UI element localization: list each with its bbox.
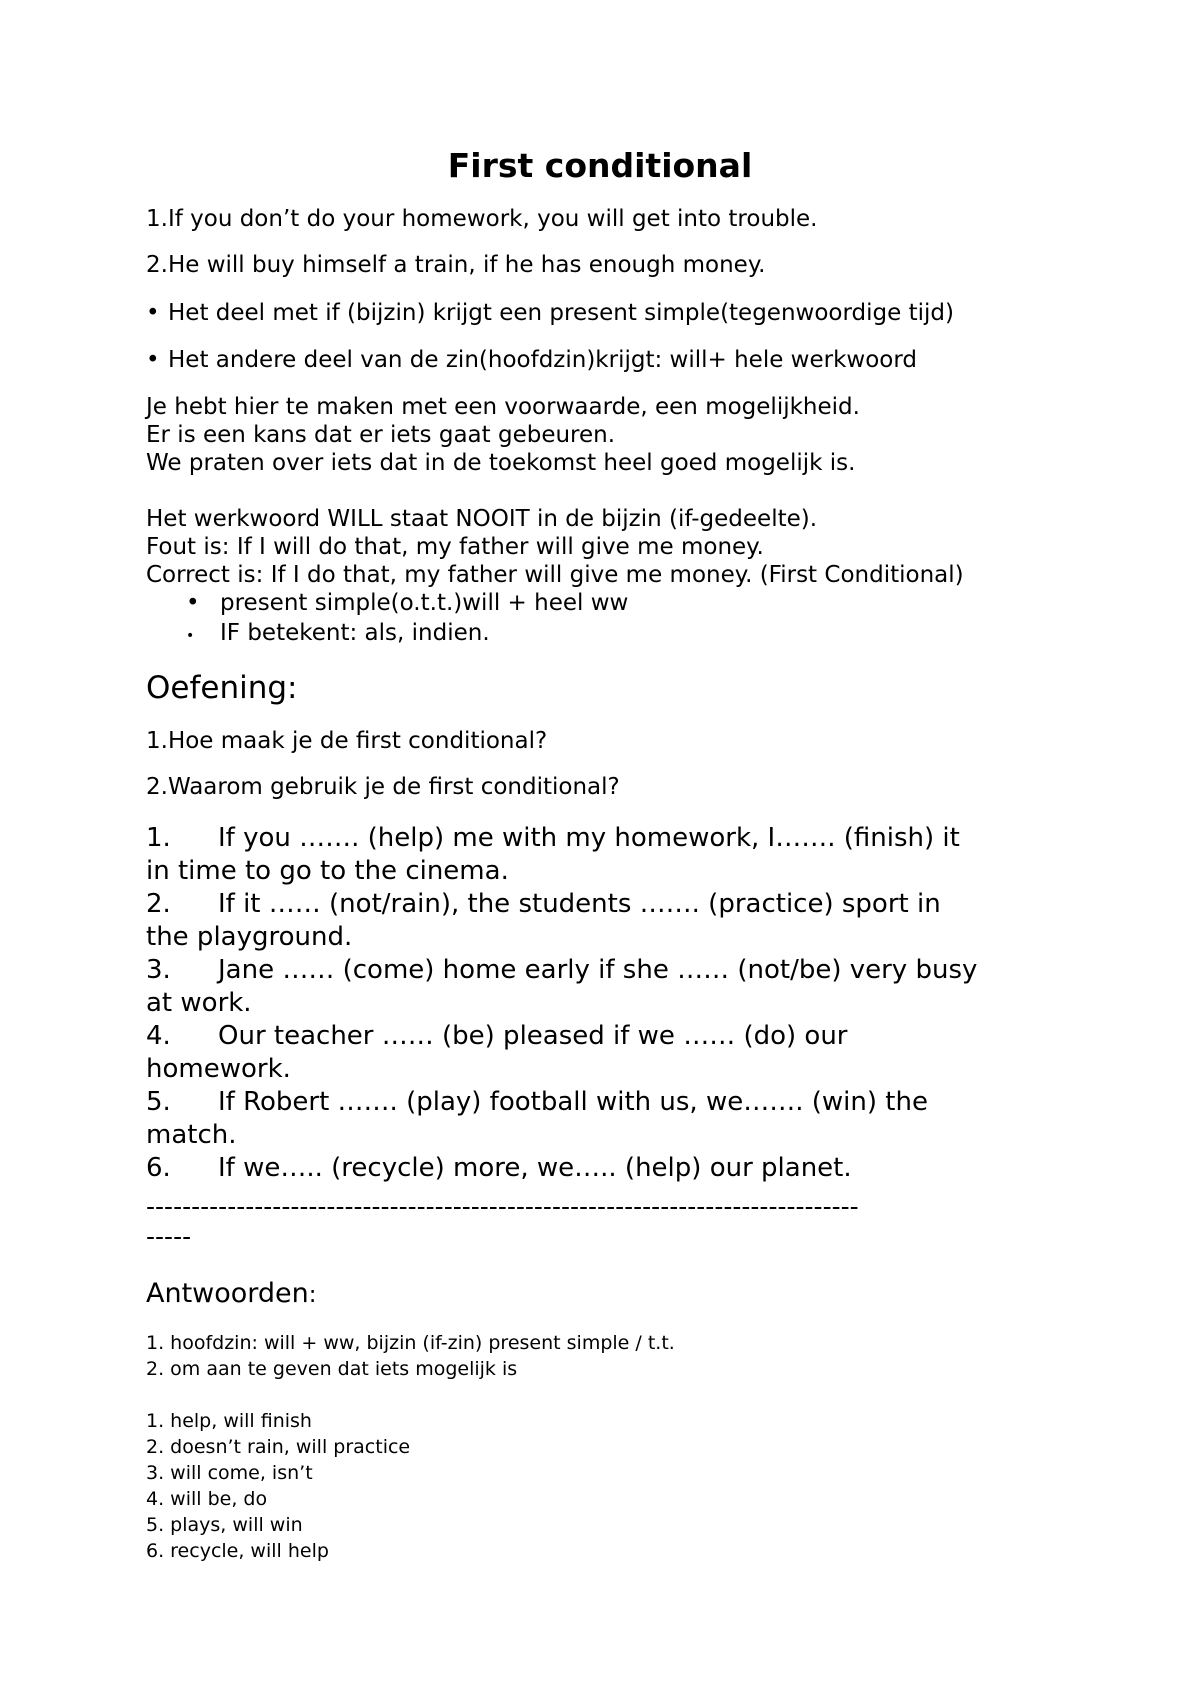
exercise-item: 1. If you ……. (help) me with my homework, I……. (finish) it: [146, 823, 960, 853]
sub-bullet-text: IF betekent: als, indien.: [220, 620, 490, 646]
sub-bullet-1: [186, 590, 628, 616]
theory-answer-2: 2. om aan te geven dat iets mogelijk is: [146, 1358, 518, 1380]
sub-bullet-2: [186, 620, 490, 646]
question-1: 1.Hoe maak je de first conditional?: [146, 728, 548, 754]
exercise-item: 5. If Robert ……. (play) football with us, we……. (win) the: [146, 1087, 928, 1117]
rule-text: Het andere deel van de zin(hoofdzin)krijgt: will+ hele werkwoord: [168, 347, 918, 373]
will-rule-line-1: Het werkwoord WILL staat NOOIT in de bijzin (if-gedeelte).: [146, 506, 818, 532]
exercise-answer-5: 5. plays, will win: [146, 1514, 303, 1536]
exercise-answer-6: 6. recycle, will help: [146, 1540, 329, 1562]
exercise-answer-4: 4. will be, do: [146, 1488, 268, 1510]
bullet-icon: •: [146, 300, 160, 326]
exercise-item: 2. If it …… (not/rain), the students ……. (practice) sport in: [146, 889, 941, 919]
bullet-icon: •: [186, 628, 195, 644]
rule-text: Het deel met if (bijzin) krijgt een present simple(tegenwoordige tijd): [168, 300, 954, 326]
example-sentence-2: 2.He will buy himself a train, if he has enough money.: [146, 252, 766, 278]
explanation-line-1: Je hebt hier te maken met een voorwaarde, een mogelijkheid.: [146, 394, 860, 420]
will-rule-line-3: Correct is: If I do that, my father will give me money. (First Conditional): [146, 562, 964, 588]
answers-heading: Antwoorden:: [146, 1278, 317, 1309]
theory-answer-1: 1. hoofdzin: will + ww, bijzin (if-zin) present simple / t.t.: [146, 1332, 675, 1354]
bullet-icon: •: [186, 590, 200, 616]
exercise-heading: Oefening:: [146, 670, 298, 706]
bullet-icon: •: [146, 347, 160, 373]
exercise-answer-1: 1. help, will finish: [146, 1410, 312, 1432]
page-title: First conditional: [447, 146, 753, 185]
explanation-line-2: Er is een kans dat er iets gaat gebeuren.: [146, 422, 616, 448]
exercise-answer-3: 3. will come, isn’t: [146, 1462, 313, 1484]
exercise-item: 3. Jane …… (come) home early if she …… (not/be) very busy: [146, 955, 978, 985]
question-2: 2.Waarom gebruik je de first conditional?: [146, 774, 620, 800]
separator-line-continued: -----: [146, 1222, 192, 1251]
exercise-item: 6. If we….. (recycle) more, we….. (help) our planet.: [146, 1153, 852, 1183]
exercise-answer-2: 2. doesn’t rain, will practice: [146, 1436, 411, 1458]
rule-bullet-1: [146, 300, 954, 326]
sub-bullet-text: present simple(o.t.t.)will + heel ww: [220, 590, 629, 616]
exercise-list: 1. If you ……. (help) me with my homework, I……. (finish) it in time to go to the cinema. 2. If it …… (not/rain), the students ……. (practice) sport in the playground. 3. Jane …… (come) home early if she …… (not/be) very busy at work. 4. Our teacher …… (be) pleased if we …… (do) our homework. 5. If Robert ……. (play) football with us, we……. (win) the match. 6. If we….. (recycle) more, we….. (help) our planet.: [146, 823, 978, 1183]
exercise-item: 4. Our teacher …… (be) pleased if we …… (do) our: [146, 1021, 848, 1051]
rule-bullet-2: [146, 347, 917, 373]
will-rule-line-2: Fout is: If I will do that, my father will give me money.: [146, 534, 764, 560]
explanation-line-3: We praten over iets dat in de toekomst heel goed mogelijk is.: [146, 450, 856, 476]
separator-line: -------------------------------------------------------------------------------: [146, 1192, 859, 1221]
example-sentence-1: 1.If you don’t do your homework, you will get into trouble.: [146, 206, 818, 232]
